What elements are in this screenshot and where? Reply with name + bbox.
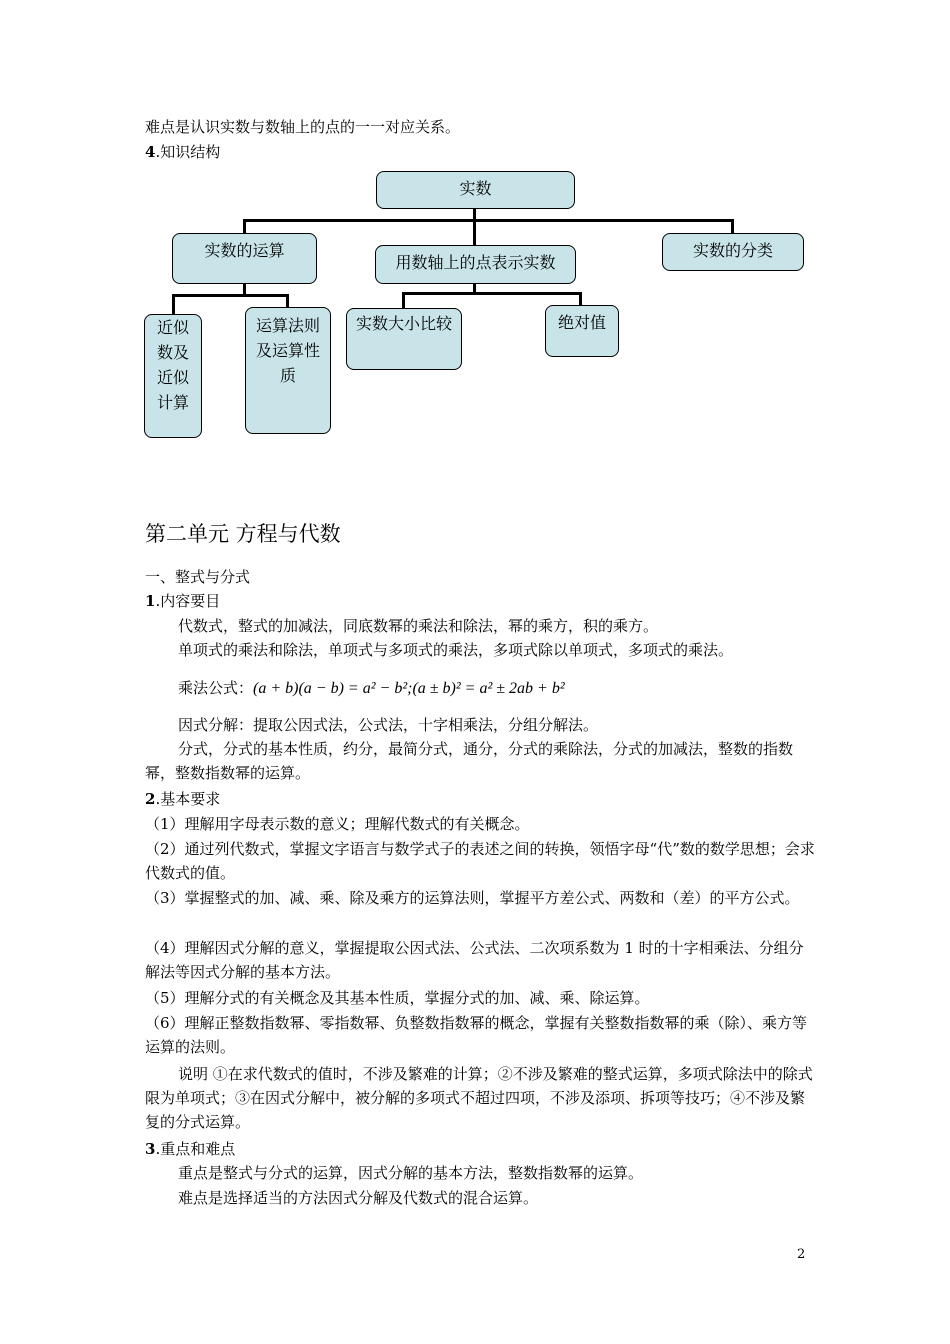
node-absolute-value: 绝对值 [545,305,619,357]
difficulty-line: 难点是认识实数与数轴上的点的一一对应关系。 [145,118,461,136]
node-operation-rules: 运算法则及运算性质 [245,307,331,434]
page-number: 2 [797,1247,806,1262]
content-paragraph-1: 代数式，整式的加减法，同底数幂的乘法和除法，幂的乘方，积的乘方。 [178,617,659,635]
key-point: 重点是整式与分式的运算，因式分解的基本方法，整数指数幂的运算。 [178,1164,644,1182]
requirement-4: （4）理解因式分解的意义，掌握提取公因式法、公式法、二次项系数为 1 时的十字相乘法、分组分解法等因式分解的基本方法。 [145,939,804,981]
unit-title: 第二单元 方程与代数 [145,522,341,546]
section-heading-structure [145,140,815,164]
node-real-number-comparison: 实数大小比较 [346,308,462,370]
key-points-heading: 3.重点和难点 [145,1140,236,1158]
requirement-3: （3）掌握整式的加、减、乘、除及乘方的运算法则，掌握平方差公式、两数和（差）的平方公式。 [145,889,800,907]
section-number: 4 [145,143,156,161]
subsection-title: 一、整式与分式 [145,568,251,586]
node-number-line-representation: 用数轴上的点表示实数 [375,245,576,284]
difficult-point: 难点是选择适当的方法因式分解及代数式的混合运算。 [178,1189,539,1207]
content-paragraph-2: 单项式的乘法和除法，单项式与多项式的乘法，多项式除以单项式，多项式的乘法。 [178,641,734,659]
node-real-number-classification: 实数的分类 [662,233,804,271]
multiplication-formula-line [178,676,848,701]
node-real-numbers: 实数 [376,171,575,209]
requirement-6: （6）理解正整数指数幂、零指数幂、负整数指数幂的概念，掌握有关整数指数幂的乘（除）、乘方等运算的法则。 [145,1014,808,1056]
section-title: .知识结构 [155,143,221,161]
requirements-heading: 2.基本要求 [145,790,221,808]
knowledge-structure-diagram [140,168,810,443]
explanatory-note: 说明 ①在求代数式的值时，不涉及繁难的计算；②不涉及繁难的整式运算，多项式除法中的除式限为单项式；③在因式分解中，被分解的多项式不超过四项，不涉及添项、拆项等技巧；④不涉及繁复的分式运算。 [145,1065,813,1131]
requirement-1: （1）理解用字母表示数的意义；理解代数式的有关概念。 [145,815,530,833]
requirement-5: （5）理解分式的有关概念及其基本性质，掌握分式的加、减、乘、除运算。 [145,989,650,1007]
node-real-number-operations: 实数的运算 [172,233,317,284]
requirement-2: （2）通过列代数式，掌握文字语言与数学式子的表述之间的转换，领悟字母“代”数的数学思想；会求代数式的值。 [145,840,815,882]
multiplication-formula: (a + b)(a − b) = a² − b²;(a ± b)² = a² ± 2ab + b² [253,680,565,697]
content-heading: 1.内容要目 [145,592,221,610]
content-number: 1 [145,592,156,610]
formula-label: 乘法公式： [178,679,254,697]
content-paragraph-4: 分式，分式的基本性质，约分，最简分式，通分，分式的乘除法，分式的加减法，整数的指数幂，整数指数幂的运算。 [145,740,794,782]
node-approximation: 近似数及近似计算 [144,314,202,438]
content-paragraph-3: 因式分解：提取公因式法，公式法，十字相乘法，分组分解法。 [178,716,599,734]
